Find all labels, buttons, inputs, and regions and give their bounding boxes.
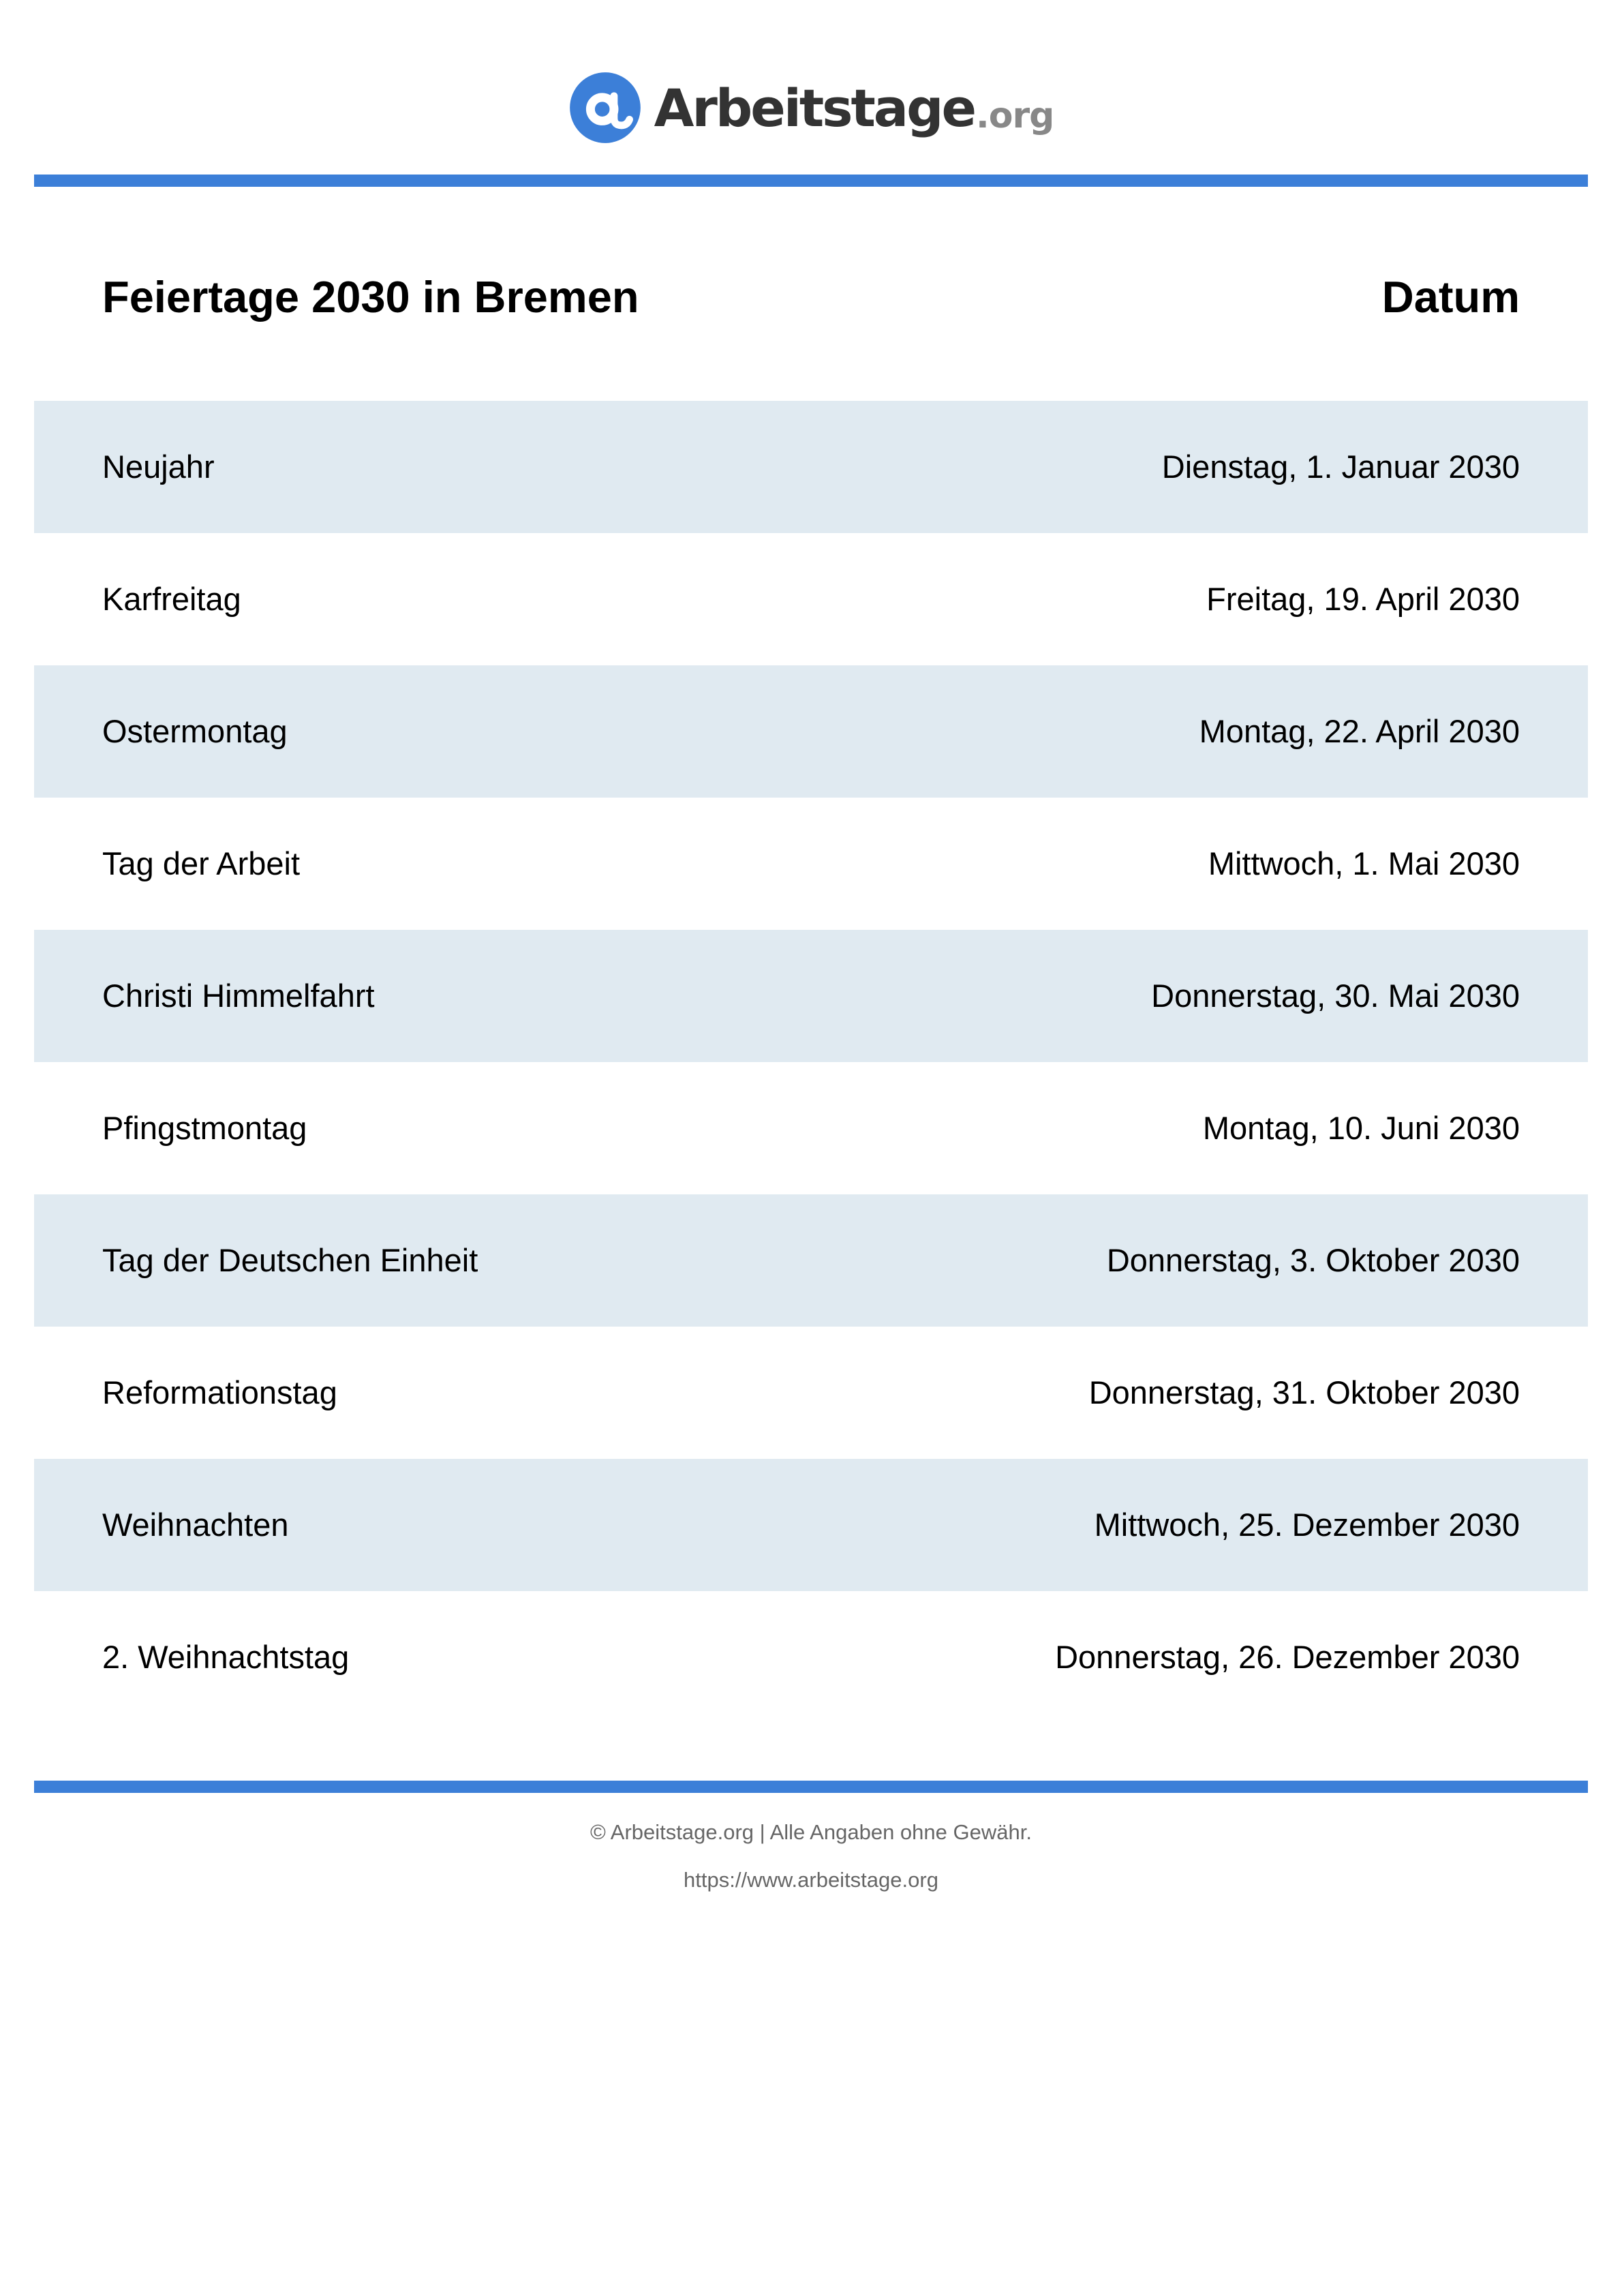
holiday-date: Donnerstag, 3. Oktober 2030 [1106,1242,1520,1278]
table-header [34,255,1588,339]
logo-wordmark: Arbeitstage [654,77,975,138]
holiday-date: Donnerstag, 30. Mai 2030 [1151,978,1520,1014]
footer-divider [34,1781,1588,1793]
table-row [34,1062,1588,1194]
date-column-header: Datum [1381,272,1520,322]
table-row [34,533,1588,665]
at-sign-icon [568,71,642,145]
holiday-name: Weihnachten [102,1507,289,1543]
holiday-date: Donnerstag, 26. Dezember 2030 [1055,1639,1520,1675]
holiday-date: Mittwoch, 25. Dezember 2030 [1094,1507,1520,1543]
logo-domain-suffix: .org [976,95,1054,136]
table-row [34,1194,1588,1327]
holiday-date: Donnerstag, 31. Oktober 2030 [1088,1374,1520,1410]
table-row [34,401,1588,533]
holiday-name: 2. Weihnachtstag [102,1639,350,1675]
page-title: Feiertage 2030 in Bremen [102,272,639,322]
table-row [34,930,1588,1062]
holiday-name: Pfingstmontag [102,1110,307,1146]
table-row [34,1591,1588,1723]
holiday-name: Reformationstag [102,1374,337,1410]
footer-url-link[interactable]: https://www.arbeitstage.org [684,1868,938,1892]
holiday-name: Ostermontag [102,713,288,749]
holiday-date: Freitag, 19. April 2030 [1206,581,1520,617]
holiday-name: Christi Himmelfahrt [102,978,375,1014]
logo[interactable] [568,71,1054,145]
holiday-date: Mittwoch, 1. Mai 2030 [1208,845,1520,881]
holiday-name: Neujahr [102,449,215,485]
holiday-table [34,401,1588,1723]
holiday-date: Dienstag, 1. Januar 2030 [1161,449,1520,485]
copyright-notice: © Arbeitstage.org | Alle Angaben ohne Gewähr. [590,1820,1032,1844]
table-row [34,798,1588,930]
site-header [0,68,1622,147]
holiday-name: Tag der Arbeit [102,845,301,881]
holiday-date: Montag, 10. Juni 2030 [1202,1110,1520,1146]
holiday-name: Tag der Deutschen Einheit [102,1242,478,1278]
table-row [34,665,1588,798]
table-row [34,1327,1588,1459]
holiday-name: Karfreitag [102,581,241,617]
header-divider [34,175,1588,187]
holiday-date: Montag, 22. April 2030 [1199,713,1520,749]
table-row [34,1459,1588,1591]
